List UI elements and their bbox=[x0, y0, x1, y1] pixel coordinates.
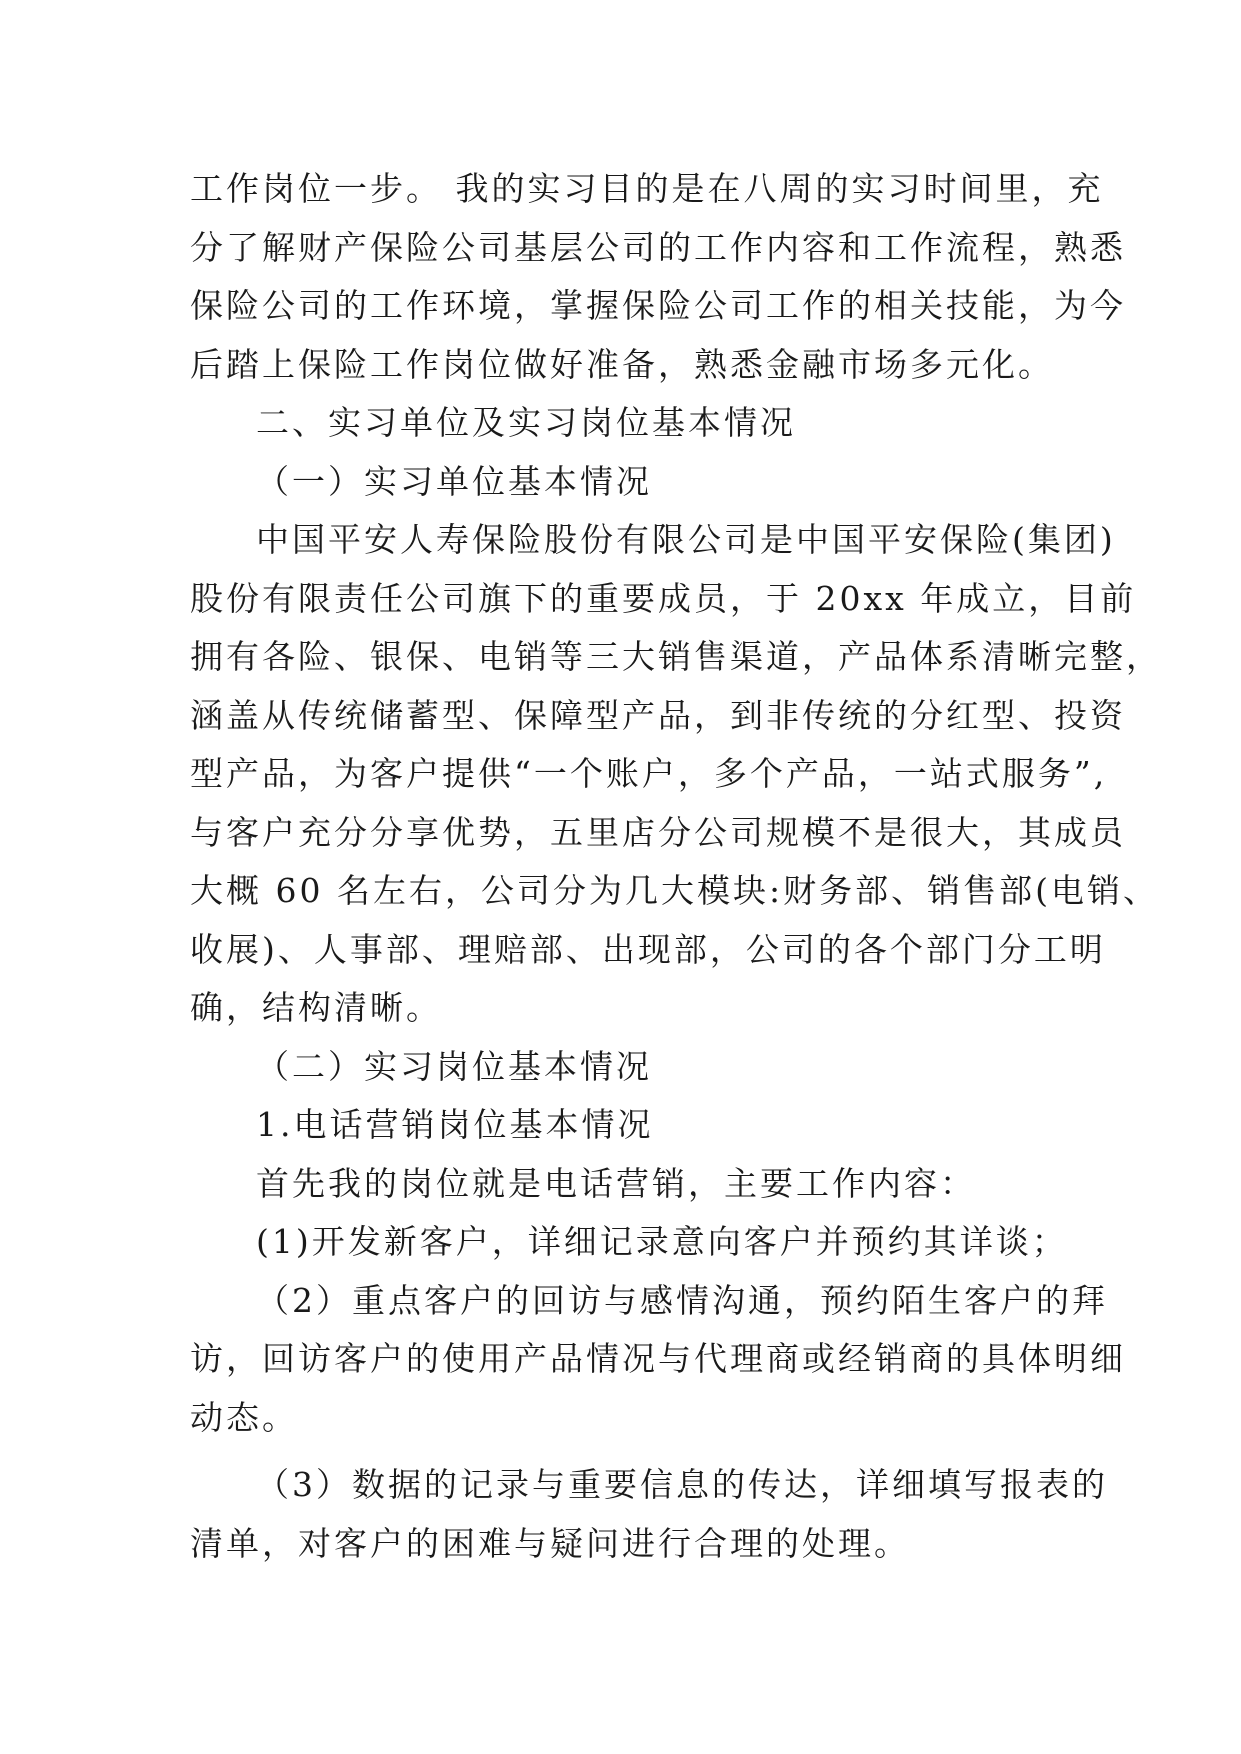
item-heading: 1.电话营销岗位基本情况 bbox=[256, 1105, 654, 1144]
subsection-heading: （一）实习单位基本情况 bbox=[256, 461, 652, 501]
list-item: （3）数据的记录与重要信息的传达，详细填写报表的 bbox=[256, 1465, 1108, 1504]
text-line: 首先我的岗位就是电话营销，主要工作内容： bbox=[256, 1163, 976, 1203]
text-line: 收展)、人事部、理赔部、出现部，公司的各个部门分工明 bbox=[190, 929, 1106, 969]
text-line: 型产品，为客户提供“一个账户，多个产品，一站式服务”, bbox=[190, 754, 1108, 793]
text-line: 后踏上保险工作岗位做好准备，熟悉金融市场多元化。 bbox=[190, 344, 1054, 384]
text-line: 与客户充分分享优势，五里店分公司规模不是很大，其成员 bbox=[190, 812, 1126, 852]
text-line: 保险公司的工作环境，掌握保险公司工作的相关技能，为今 bbox=[190, 286, 1126, 325]
text-line: 涵盖从传统储蓄型、保障型产品，到非传统的分红型、投资 bbox=[190, 695, 1126, 735]
text-line: 确，结构清晰。 bbox=[190, 988, 442, 1027]
text-line: 大概 60 名左右，公司分为几大模块:财务部、销售部(电销、 bbox=[190, 871, 1159, 910]
text-line: 股份有限责任公司旗下的重要成员，于 20xx 年成立，目前 bbox=[190, 578, 1137, 618]
text-line: 工作岗位一步。 我的实习目的是在八周的实习时间里，充 bbox=[190, 169, 1104, 208]
text-line: 访，回访客户的使用产品情况与代理商或经销商的具体明细 bbox=[190, 1339, 1126, 1378]
list-item: (1)开发新客户，详细记录意向客户并预约其详谈； bbox=[256, 1222, 1068, 1261]
text-line: 中国平安人寿保险股份有限公司是中国平安保险(集团) bbox=[256, 520, 1116, 559]
subsection-heading: （二）实习岗位基本情况 bbox=[256, 1046, 652, 1086]
text-line: 拥有各险、银保、电销等三大销售渠道，产品体系清晰完整， bbox=[190, 637, 1162, 676]
document-body bbox=[190, 160, 1162, 1573]
text-line: 动态。 bbox=[190, 1397, 298, 1437]
paragraph-gap bbox=[190, 1447, 1050, 1456]
list-item: （2）重点客户的回访与感情沟通，预约陌生客户的拜 bbox=[256, 1280, 1108, 1320]
text-line: 分了解财产保险公司基层公司的工作内容和工作流程，熟悉 bbox=[190, 227, 1126, 267]
section-heading: 二、实习单位及实习岗位基本情况 bbox=[256, 403, 796, 442]
text-line: 清单，对客户的困难与疑问进行合理的处理。 bbox=[190, 1523, 910, 1563]
